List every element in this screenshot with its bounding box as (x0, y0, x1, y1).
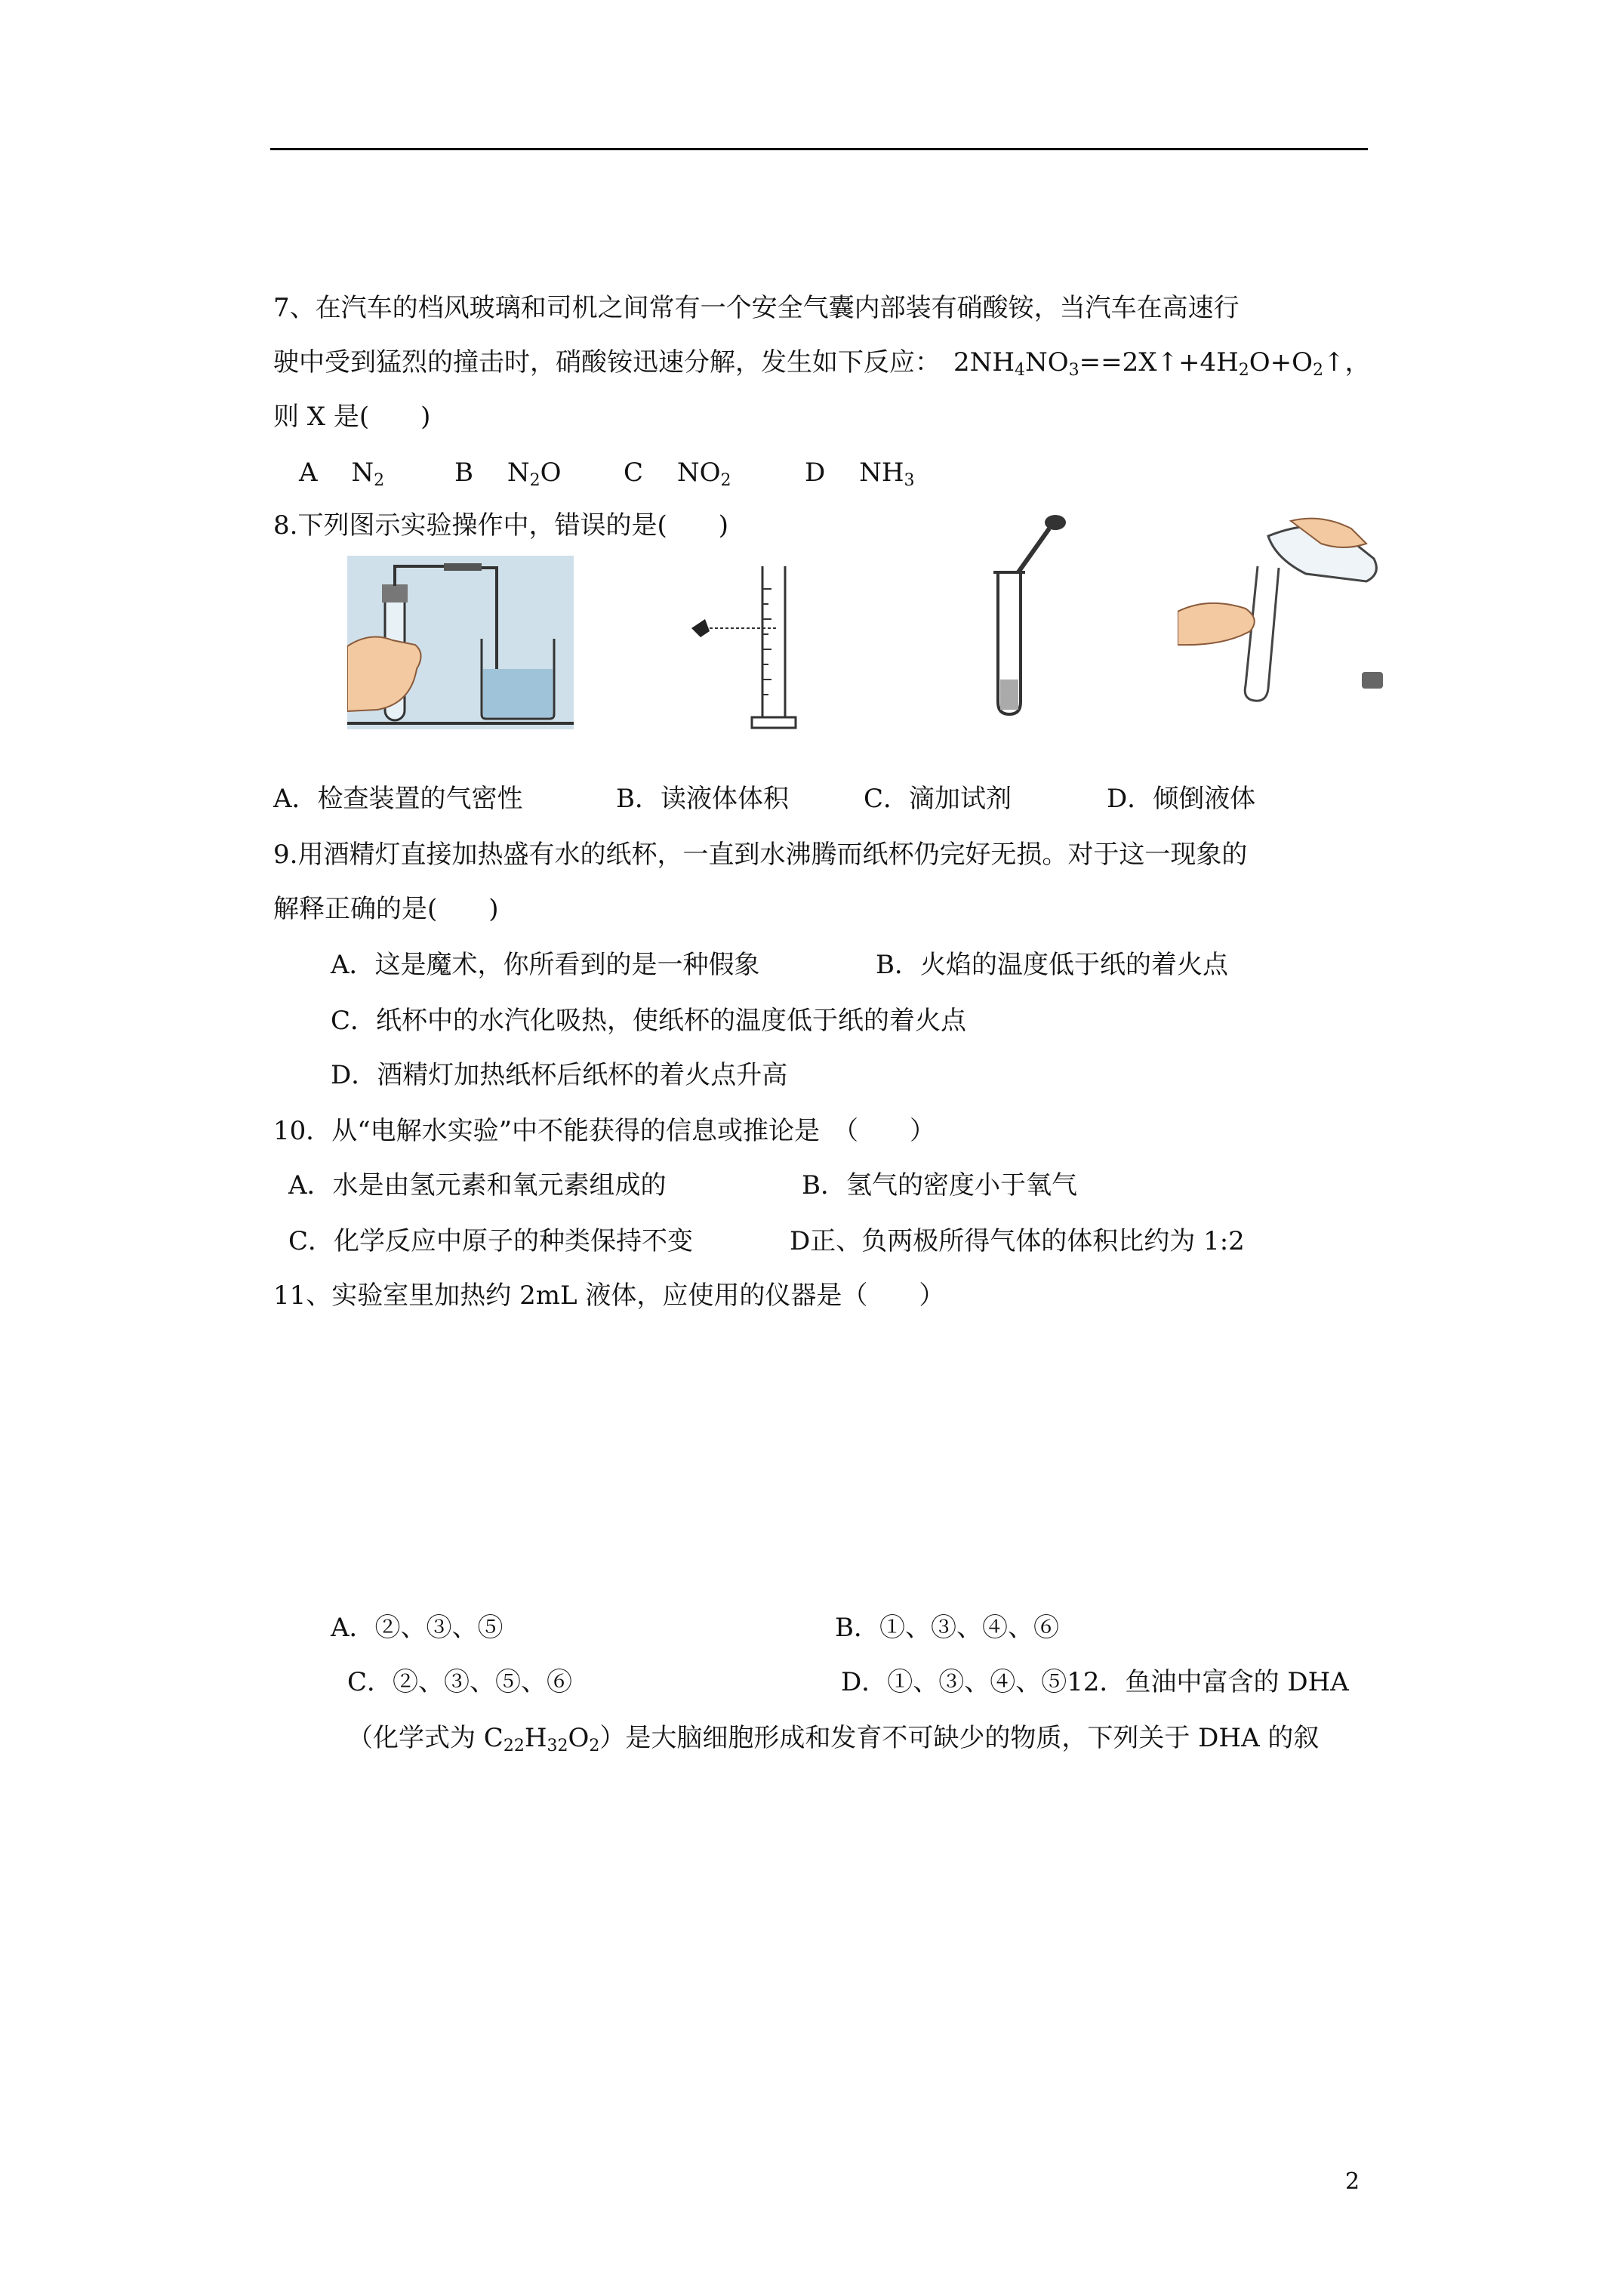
q11-option-d-with-q12 (841, 1666, 1349, 1699)
q7-option-c: C $NO_2$ (624, 458, 731, 490)
q12-stem-line2: （化学式为 $C_{22}H_{32}O_2$）是大脑细胞形成和发育不可缺少的物质，下列关于 DHA 的叙 (347, 1723, 1320, 1755)
q8-options (0, 782, 1623, 815)
q10-option-a: A．水是由氢元素和氧元素组成的 (288, 1170, 667, 1200)
q11-option-d: D．①、③、④、⑤ (841, 1667, 1067, 1697)
q9-stem-line2: 解释正确的是( ) (273, 894, 499, 924)
q7-line2 (273, 346, 1371, 379)
figure-pouring-liquid (1178, 513, 1404, 711)
q8-option-a: A．检查装置的气密性 (273, 784, 523, 814)
q9-stem-line1: 9.用酒精灯直接加热盛有水的纸杯，一直到水沸腾而纸杯仍完好无损。对于这一现象的 (273, 840, 1248, 870)
q10-stem: 10．从“电解水实验”中不能获得的信息或推论是 （ ） (273, 1116, 936, 1146)
figure-airtightness-check (347, 556, 574, 729)
q9-option-a: A．这是魔术，你所看到的是一种假象 (331, 950, 760, 980)
tube-connector (444, 563, 482, 571)
figure-dropper (974, 506, 1079, 725)
header-rule (270, 148, 1368, 150)
q9-options-row1 (0, 948, 1623, 982)
bottle-stopper (1362, 672, 1383, 689)
q11-option-a: A．②、③、⑤ (331, 1613, 504, 1643)
q11-stem: 11、实验室里加热约 2mL 液体，应使用的仪器是（ ） (273, 1281, 945, 1311)
q10-options-row2 (0, 1225, 1623, 1258)
q7-equation: $2NH_4NO_3==2X↑+4H_2O+O_2↑$， (953, 347, 1371, 380)
q8-stem: 8.下列图示实验操作中，错误的是( ) (273, 510, 728, 541)
q7-line2-text: 驶中受到猛烈的撞击时，硝酸铵迅速分解，发生如下反应： (273, 347, 928, 378)
q12-stem-start: 12．鱼油中富含的 DHA (1067, 1667, 1349, 1697)
left-hand (1178, 603, 1255, 645)
q7-options (0, 456, 1623, 489)
cylinder-base (752, 717, 796, 728)
q11-options-row2 (0, 1666, 1623, 1699)
q11-options-row1 (0, 1611, 1623, 1644)
figure-graduated-cylinder (687, 559, 823, 734)
q11-option-c: C．②、③、⑤、⑥ (347, 1667, 573, 1697)
q8-option-d: D．倾倒液体 (1107, 784, 1256, 814)
q9-option-d: D．酒精灯加热纸杯后纸杯的着火点升高 (331, 1060, 788, 1090)
q10-option-c: C．化学反应中原子的种类保持不变 (288, 1226, 694, 1256)
q7-line3: 则 X 是( ) (273, 402, 431, 432)
q7-option-a: A $N_2$ (299, 458, 385, 490)
page-number: 2 (1345, 2168, 1360, 2195)
q10-options-row1 (0, 1169, 1623, 1202)
q9-option-b: B．火焰的温度低于纸的着火点 (876, 950, 1228, 980)
q11-option-b: B．①、③、④、⑥ (835, 1613, 1059, 1643)
q7-option-d: D $NH_3$ (805, 458, 915, 490)
q9-option-c: C．纸杯中的水汽化吸热，使纸杯的温度低于纸的着火点 (331, 1006, 967, 1036)
eye-icon (691, 619, 710, 637)
q10-option-d: D正、负两极所得气体的体积比约为 1:2 (790, 1226, 1245, 1256)
q8-option-b: B．读液体体积 (616, 784, 789, 814)
beaker-water (483, 669, 553, 717)
q7-line1: 7、在汽车的档风玻璃和司机之间常有一个安全气囊内部装有硝酸铵，当汽车在高速行 (273, 293, 1240, 323)
rubber-stopper (382, 584, 408, 603)
q8-option-c: C．滴加试剂 (864, 784, 1012, 814)
tube-liquid (1000, 680, 1018, 710)
test-tube (1245, 566, 1279, 701)
dropper-stem (1016, 529, 1049, 575)
q10-option-b: B．氢气的密度小于氧气 (802, 1170, 1077, 1200)
q7-option-b: B $N_2O$ (454, 458, 562, 490)
